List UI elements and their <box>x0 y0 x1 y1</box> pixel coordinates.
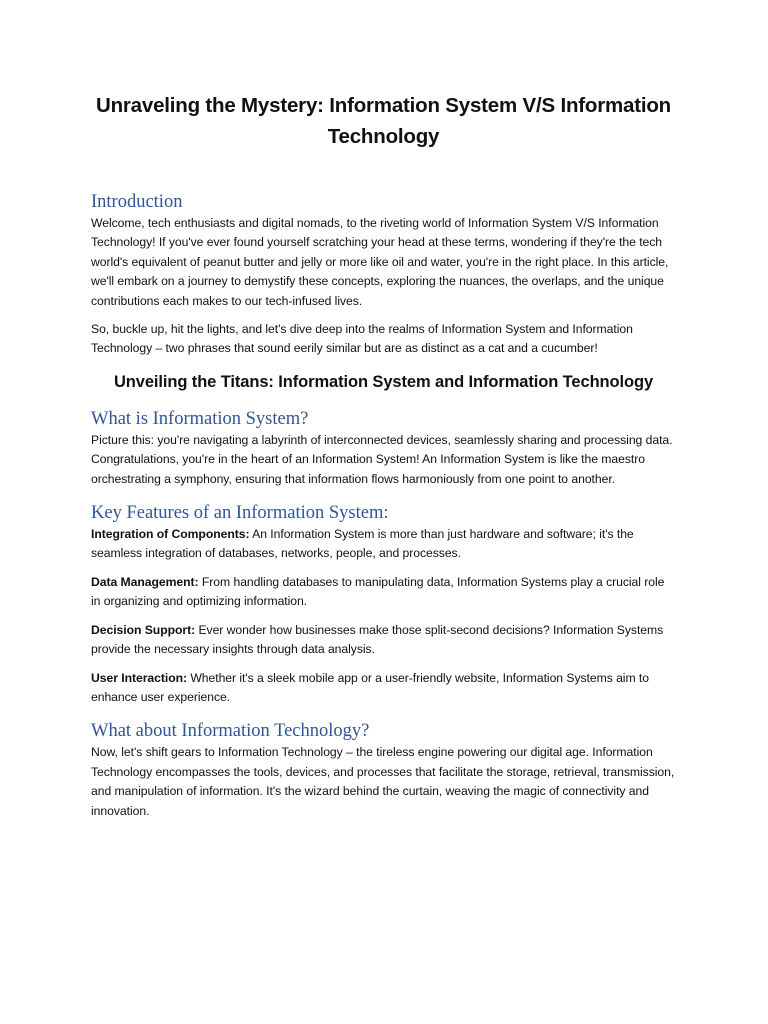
what-about-information-technology-heading: What about Information Technology? <box>91 721 370 742</box>
introduction-paragraph-2: So, buckle up, hit the lights, and let's dive deep into the realms of Information System and Information Technology – two phrases that sound eerily similar but are as distinct as a cat and a cucumber! <box>91 322 633 356</box>
document-title: Unraveling the Mystery: Information System V/S Information Technology <box>95 94 672 148</box>
feature-item <box>91 525 676 564</box>
key-features-heading: Key Features of an Information System: <box>91 503 389 524</box>
what-is-information-system-heading: What is Information System? <box>91 408 309 429</box>
feature-label: Decision Support: <box>91 622 196 637</box>
feature-label: User Interaction: <box>91 670 187 685</box>
feature-label: Data Management: <box>91 574 199 589</box>
section-title: Unveiling the Titans: Information System and Information Technology <box>113 372 654 391</box>
feature-text: Ever wonder how businesses make those split-second decisions? Information Systems provide the necessary insights through data analysis. <box>91 622 664 657</box>
feature-item <box>91 621 676 660</box>
introduction-heading: Introduction <box>91 192 183 212</box>
feature-text: An Information System is more than just hardware and software; it's the seamless integration of databases, networks, people, and processes. <box>91 527 634 561</box>
feature-text: From handling databases to manipulating data, Information Systems play a crucial role in organizing and optimizing information. <box>91 574 665 609</box>
introduction-paragraph-1: Welcome, tech enthusiasts and digital nomads, to the riveting world of Information System V/S Information Technology! If you've ever found yourself scratching your head at these terms, wondering if they're the tech world's equivalent of peanut butter and jelly or more like oil and water, you're in the right place. In this article, we'll embark on a journey to demystify these concepts, exploring the nuances, the overlaps, and the unique contributions each makes to our tech-infused lives. <box>91 216 669 308</box>
what-is-information-system-paragraph: Picture this: you're navigating a labyrinth of interconnected devices, seamlessly sharing and processing data. Congratulations, you're in the heart of an Information System! An Information System is like the maestro orchestrating a symphony, ensuring that information flows harmoniously from one point to another. <box>91 432 673 486</box>
what-about-information-technology-paragraph: Now, let's shift gears to Information Technology – the tireless engine powering our digital age. Information Technology encompasses the tools, devices, and processes that facilitate the storage, retrieval, transmission, and manipulation of information. It's the wizard behind the curtain, weaving the magic of connectivity and innovation. <box>91 745 675 818</box>
feature-text: Whether it's a sleek mobile app or a user-friendly website, Information Systems aim to enhance user experience. <box>91 670 649 704</box>
feature-item <box>91 573 676 612</box>
feature-item <box>91 669 676 708</box>
feature-label: Integration of Components: <box>91 527 250 542</box>
